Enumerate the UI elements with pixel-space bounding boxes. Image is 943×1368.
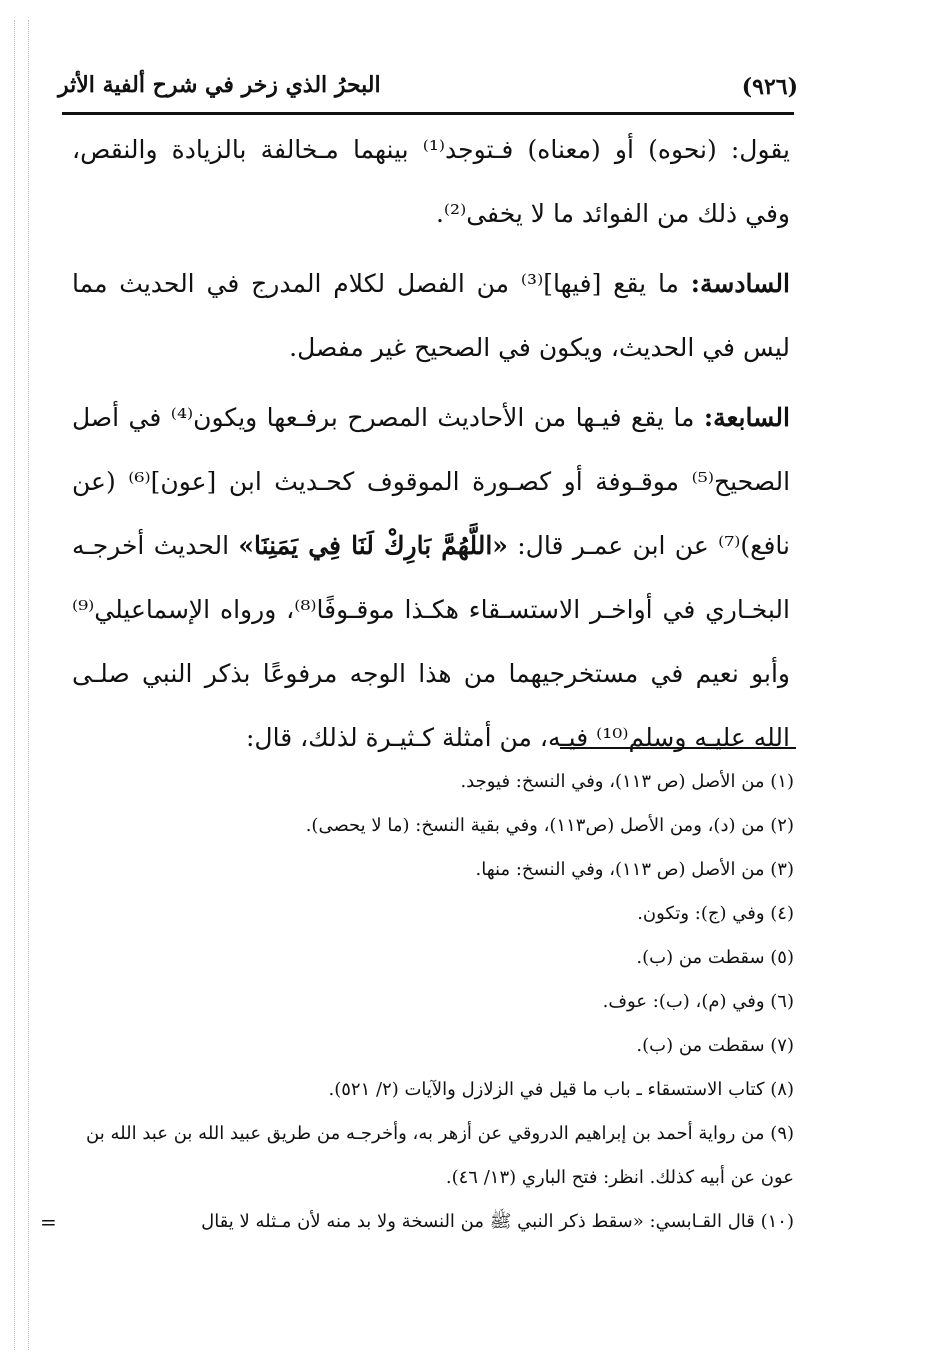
paragraph-2-lead: السادسة: [690, 269, 790, 298]
page-header [58, 66, 798, 118]
paragraph-3-lead: السابعة: [703, 403, 790, 432]
footnote-10: (١٠) قال القـابسي: «سقط ذكر النبي ﷺ من النسخة ولا بد منه لأن مـثله لا يقال [201, 1211, 794, 1232]
footnote-separator [560, 747, 796, 749]
footnote-2: (٢) من (د)، ومن الأصل (ص١١٣)، وفي بقية النسخ: (ما لا يحصى). [305, 815, 794, 836]
footnote-9: (٩) من رواية أحمد بن إبراهيم الدروقي عن أزهر به، وأخرجـه من طريق عبيد الله بن عبد الله بن عون عن أبيه كذلك. انظر: فتح الباري (١٣/ ٤٦). [86, 1123, 795, 1188]
scan-artifact-line [14, 20, 15, 1350]
paragraph-2-text: ما يقع [فيها]⁽³⁾ من الفصل لكلام المدرج في الحديث مما ليس في الحديث، ويكون في الصحيح غير مفصل. [72, 269, 790, 362]
paragraph-2 [72, 252, 790, 380]
page-number: (٩٢٦) [741, 74, 798, 100]
running-title: البحرُ الذي زخر في شرح ألفية الأثر [58, 72, 381, 98]
paragraph-3-text-a: ما يقع فيـها من الأحاديث المصرح برفـعها ويكون⁽⁴⁾ في أصل الصحيح⁽⁵⁾ موقـوفة أو كصـورة الموقوف كحـديث ابن [عون]⁽⁶⁾ (عن نافع)⁽⁷⁾ عن ابن عمـر قال: [72, 403, 791, 560]
footnote-1: (١) من الأصل (ص ١١٣)، وفي النسخ: فيوجد. [460, 771, 794, 792]
paragraph-1: يقول: (نحوه) أو (معناه) فـتوجد⁽¹⁾ بينهما مـخالفة بالزيادة والنقص، وفي ذلك من الفوائد ما لا يخفى⁽²⁾. [72, 135, 790, 228]
paragraph-3 [72, 386, 790, 770]
continuation-mark: = [40, 1210, 57, 1234]
footnote-8: (٨) كتاب الاستسقاء ـ باب ما قيل في الزلازل والآيات (٢/ ٥٢١). [328, 1079, 794, 1100]
footnote-5: (٥) سقطت من (ب). [636, 947, 794, 968]
scan-artifact-line [28, 20, 29, 1350]
footnote-6: (٦) وفي (م)، (ب): عوف. [602, 991, 794, 1012]
footnote-7: (٧) سقطت من (ب). [636, 1035, 794, 1056]
main-text [72, 118, 790, 770]
header-rule [62, 112, 794, 115]
footnote-4: (٤) وفي (ج): وتكون. [637, 903, 794, 924]
footnote-3: (٣) من الأصل (ص ١١٣)، وفي النسخ: منها. [475, 859, 794, 880]
footnotes [86, 760, 794, 1244]
hadith-quote: «اللَّهُمَّ بَارِكْ لَنَا فِي يَمَنِنَا» [238, 531, 508, 560]
paragraph-3-text-b: الحديث أخرجـه البخـاري في أواخـر الاستسـقاء هكـذا موقـوفًا⁽⁸⁾، ورواه الإسماعيلي⁽⁹⁾ وأبو نعيم في مستخرجيهما من هذا الوجه مرفوعًا بذكر النبي صلـى الله عليـه وسلم⁽¹⁰⁾ فيـه، من أمثلة كـثيـرة لذلك، قال: [72, 531, 790, 752]
